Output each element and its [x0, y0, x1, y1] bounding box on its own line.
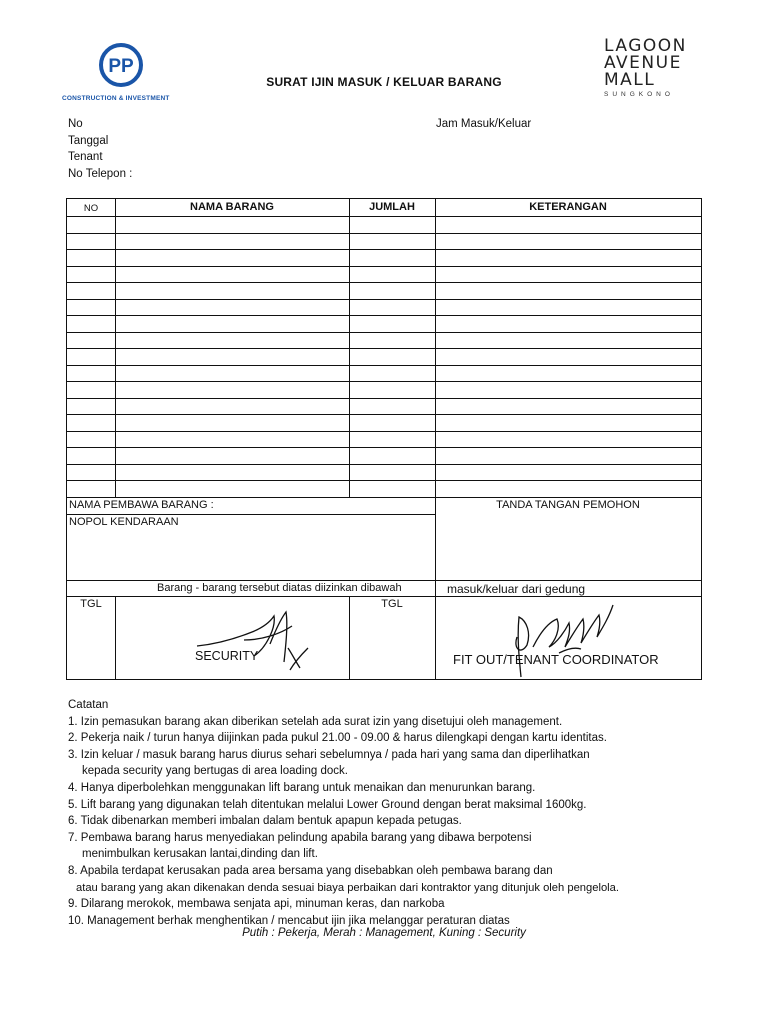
field-tanggal: Tanggal [68, 134, 109, 147]
note-line-7-cont: menimbulkan kerusakan lantai,dinding dan lift. [82, 848, 318, 861]
label-tanda-tangan-pemohon: TANDA TANGAN PEMOHON [496, 499, 640, 511]
mall-logo [604, 38, 714, 98]
table-row-line [67, 348, 701, 349]
table-row-line [67, 464, 701, 465]
note-line-5: 5. Lift barang yang digunakan telah ditentukan melalui Lower Ground dengan berat maksimal 1600kg. [68, 798, 587, 811]
mall-logo-subtitle: SUNGKONO [604, 91, 674, 98]
table-divider [435, 199, 436, 599]
izin-text-right: masuk/keluar dari gedung [447, 582, 586, 596]
label-tgl-right: TGL [381, 598, 403, 610]
table-row-line [67, 299, 701, 300]
note-line-3: 3. Izin keluar / masuk barang harus diurus sehari sebelumnya / pada hari yang sama dan diperlihatkan [68, 748, 590, 761]
table-row-line [67, 398, 701, 399]
field-no: No [68, 118, 83, 130]
label-pembawa-barang: NAMA PEMBAWA BARANG : [69, 499, 214, 511]
note-line-10: 10. Management berhak menghentikan / mencabut ijin jika melanggar peraturan diatas [68, 914, 510, 927]
mall-logo-line-2: AVENUE [604, 53, 682, 73]
table-row-line [67, 447, 701, 448]
table-row-line [67, 266, 701, 267]
field-jam: Jam Masuk/Keluar [436, 118, 532, 130]
col-header-no: NO [83, 203, 99, 214]
table-row-line [67, 332, 701, 333]
company-logo-text: PP [108, 56, 134, 77]
copy-distribution-note: Putih : Pekerja, Merah : Management, Kuning : Security [242, 927, 526, 939]
col-header-nama-barang: NAMA BARANG [190, 201, 274, 213]
label-tgl-left: TGL [80, 598, 102, 610]
label-security: SECURITY [195, 649, 259, 663]
divider [67, 580, 701, 581]
table-row-line [67, 381, 701, 382]
table-row-line [67, 233, 701, 234]
divider [435, 596, 436, 679]
note-line-4: 4. Hanya diperbolehkan menggunakan lift barang untuk menaikan dan menurunkan barang. [68, 781, 536, 794]
field-telepon: No Telepon : [68, 167, 133, 180]
col-header-jumlah: JUMLAH [369, 201, 415, 213]
security-signature-icon [192, 604, 312, 674]
table-row-line [67, 497, 701, 498]
col-header-keterangan: KETERANGAN [529, 201, 607, 213]
table-row-line [67, 414, 701, 415]
mall-logo-line-3: MALL [604, 70, 656, 90]
note-line-6: 6. Tidak dibenarkan memberi imbalan dalam bentuk apapun kepada petugas. [68, 815, 462, 828]
table-row-line [67, 249, 701, 250]
document-title: SURAT IJIN MASUK / KELUAR BARANG [266, 75, 502, 89]
notes-heading: Catatan [68, 699, 109, 711]
note-line-7: 7. Pembawa barang harus menyediakan pelindung apabila barang yang dibawa berpotensi [68, 831, 532, 844]
notes-section [68, 697, 619, 929]
label-nopol-kendaraan: NOPOL KENDARAAN [69, 516, 179, 528]
table-row-line [67, 480, 701, 481]
table-row-line [67, 431, 701, 432]
company-tagline: CONSTRUCTION & INVESTMENT [62, 95, 170, 102]
note-line-2: 2. Pekerja naik / turun hanya diijinkan pada pukul 21.00 - 09.00 & harus dilengkapi dengan kartu identitas. [68, 732, 607, 745]
table-row-line [67, 315, 701, 316]
table-row-line [67, 282, 701, 283]
divider [115, 596, 116, 679]
note-line-3-cont: kepada security yang bertugas di area loading dock. [82, 765, 348, 778]
note-line-8: 8. Apabila terdapat kerusakan pada area bersama yang disebabkan oleh pembawa barang dan [68, 864, 553, 877]
izin-text-left: Barang - barang tersebut diatas diizinkan dibawah [157, 582, 402, 594]
field-tenant: Tenant [68, 151, 103, 163]
note-line-9: 9. Dilarang merokok, membawa senjata api, minuman keras, dan narkoba [68, 898, 445, 911]
divider [67, 514, 435, 515]
table-row-line [67, 216, 701, 217]
table-row-line [67, 365, 701, 366]
label-coordinator: FIT OUT/TENANT COORDINATOR [453, 652, 659, 667]
goods-form [66, 198, 702, 680]
note-line-1: 1. Izin pemasukan barang akan diberikan setelah ada surat izin yang disetujui oleh management. [68, 715, 563, 728]
mall-logo-line-1: LAGOON [604, 36, 687, 56]
note-line-8-cont: atau barang yang akan dikenakan denda sesuai biaya perbaikan dari kontraktor yang ditunjuk oleh pengelola. [76, 881, 619, 894]
